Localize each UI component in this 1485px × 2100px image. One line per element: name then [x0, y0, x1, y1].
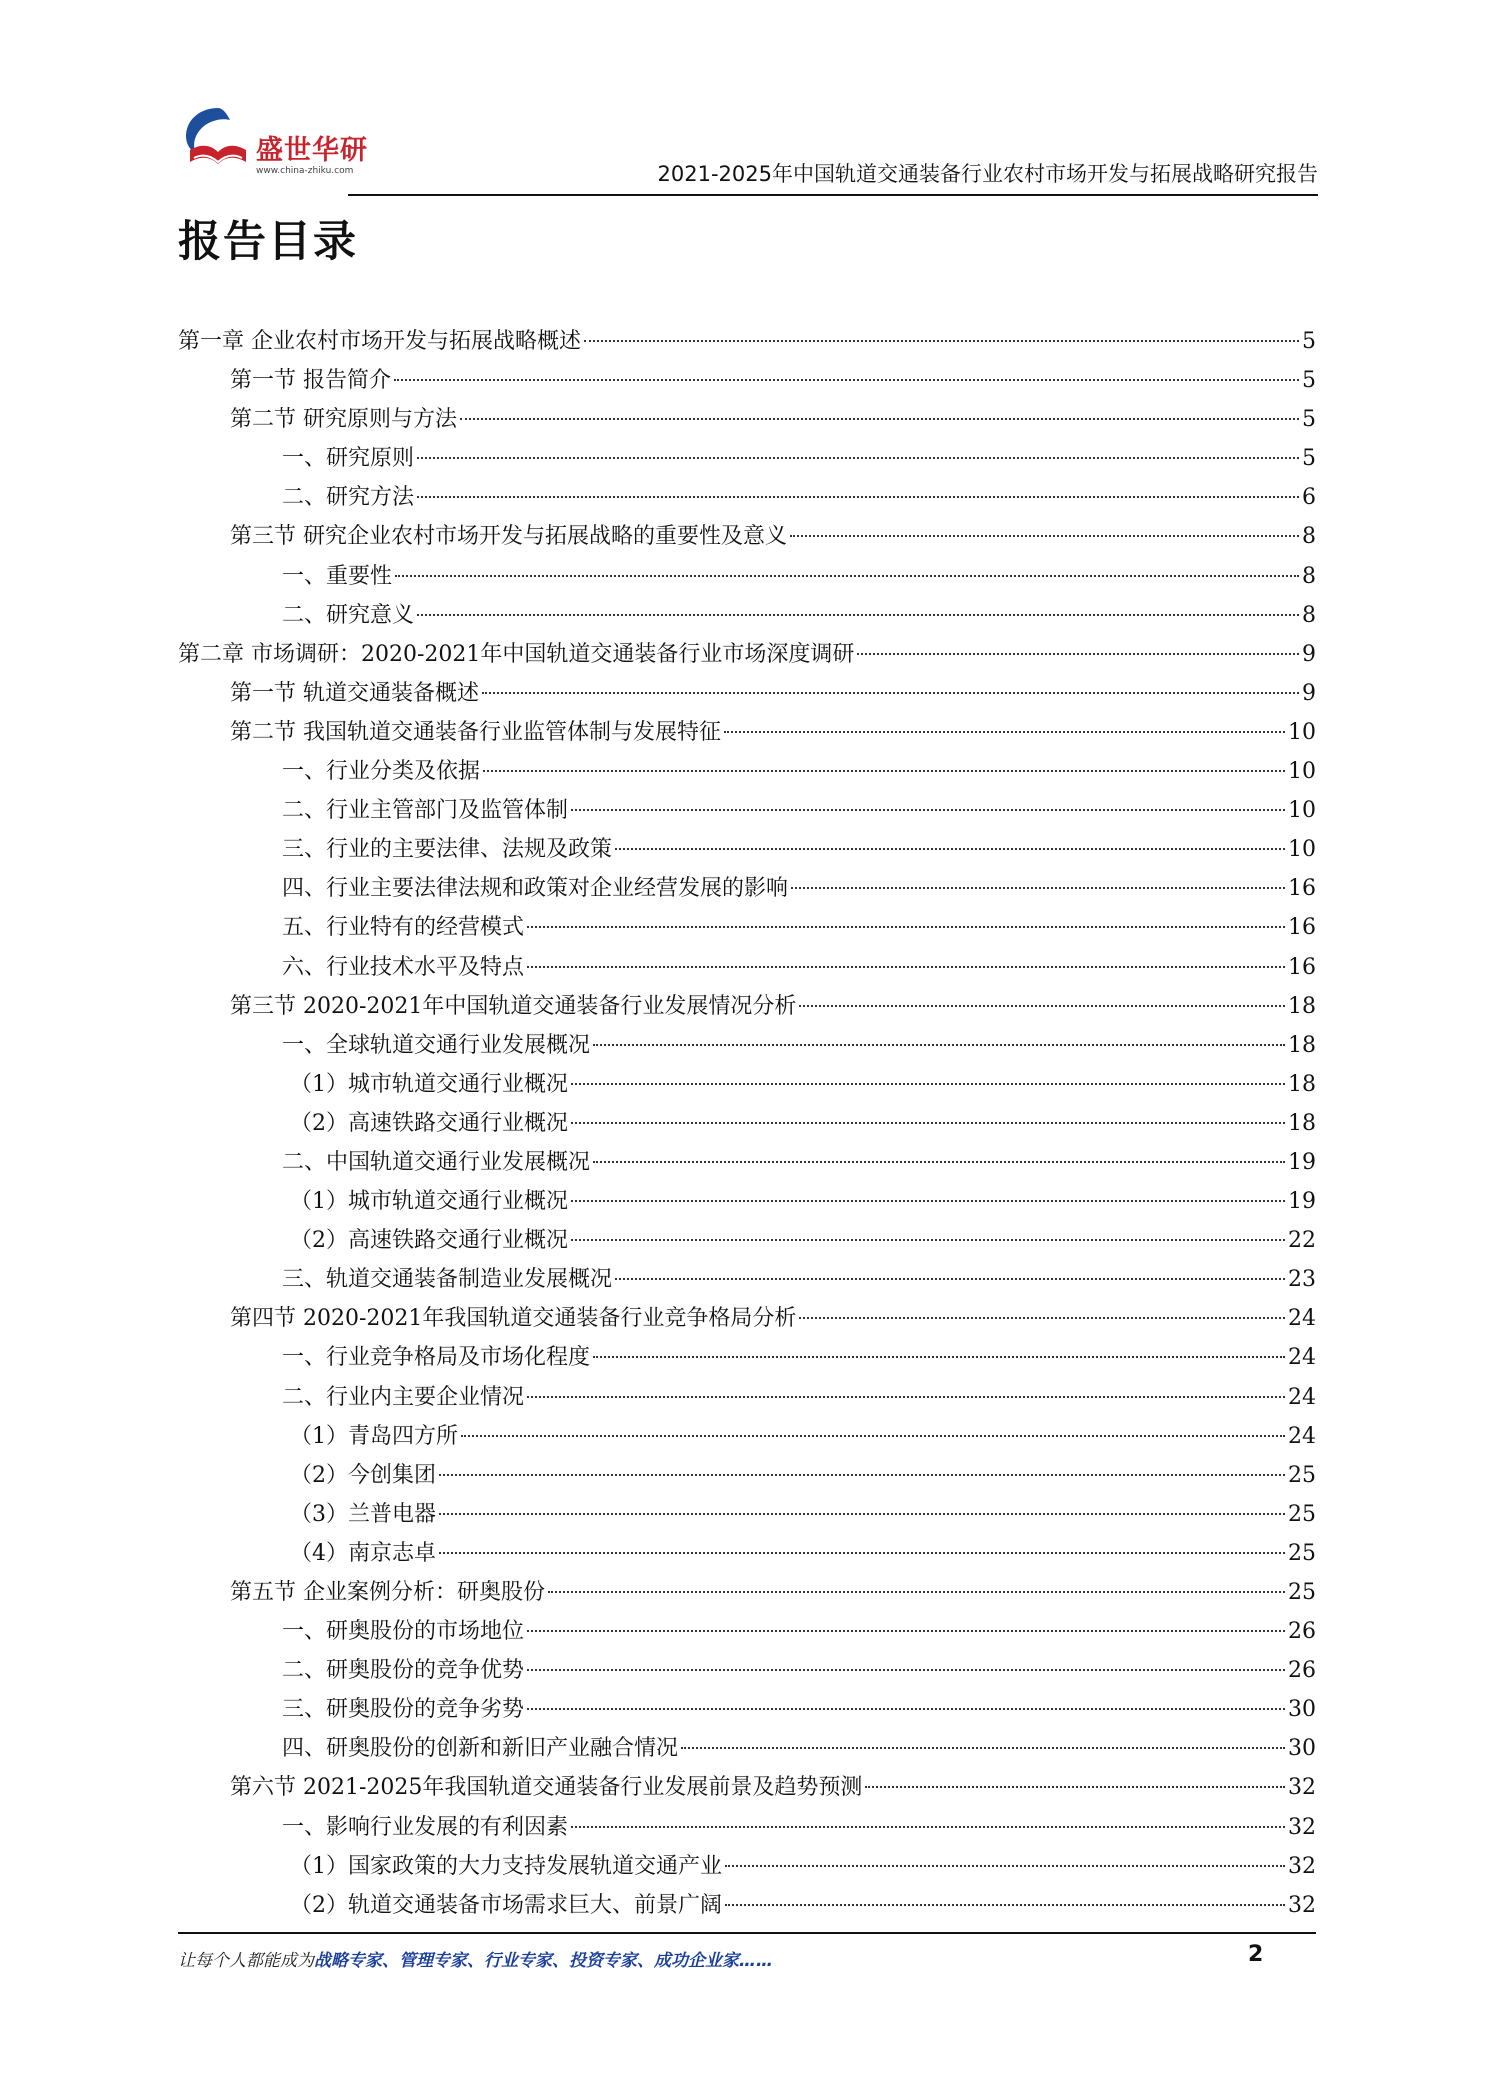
toc-entry-page: 24 — [1288, 1345, 1316, 1371]
toc-entry-label: 二、研究意义 — [282, 602, 415, 628]
toc-entry-page: 24 — [1288, 1423, 1316, 1449]
toc-entry-page: 16 — [1288, 876, 1316, 902]
toc-entry-page: 23 — [1288, 1267, 1316, 1293]
toc-entry-label: 二、研究方法 — [282, 485, 415, 511]
toc-entry-label: 四、研奥股份的创新和新旧产业融合情况 — [282, 1736, 679, 1762]
toc-entry[interactable] — [178, 1299, 1316, 1338]
toc-entry-label: 三、轨道交通装备制造业发展概况 — [282, 1267, 613, 1293]
toc-dot-leader — [799, 1005, 1285, 1007]
toc-entry[interactable] — [178, 478, 1316, 517]
toc-entry-label: 四、行业主要法律法规和政策对企业经营发展的影响 — [282, 876, 789, 902]
toc-dot-leader — [790, 535, 1299, 537]
toc-dot-leader — [571, 1239, 1285, 1241]
logo-name: 盛世华研 — [256, 135, 368, 166]
toc-entry-page: 32 — [1288, 1814, 1316, 1840]
header-divider — [348, 194, 1318, 196]
toc-entry-page: 24 — [1288, 1384, 1316, 1410]
toc-dot-leader — [527, 1669, 1285, 1671]
toc-dot-leader — [527, 1630, 1285, 1632]
toc-entry-page: 25 — [1288, 1462, 1316, 1488]
toc-dot-leader — [571, 1826, 1285, 1828]
toc-entry-page: 22 — [1288, 1228, 1316, 1254]
toc-dot-leader — [593, 1161, 1285, 1163]
toc-dot-leader — [615, 1278, 1285, 1280]
toc-entry[interactable] — [178, 1651, 1316, 1690]
toc-entry[interactable] — [178, 1143, 1316, 1182]
toc-entry-page: 25 — [1288, 1580, 1316, 1605]
toc-entry[interactable] — [178, 1729, 1316, 1768]
toc-dot-leader — [584, 340, 1299, 342]
toc-entry[interactable] — [178, 1768, 1316, 1807]
toc-dot-leader — [460, 418, 1299, 420]
toc-entry-label: 一、研奥股份的市场地位 — [282, 1619, 525, 1645]
toc-entry-label: （1）城市轨道交通行业概况 — [290, 1189, 568, 1215]
toc-entry-page: 18 — [1288, 993, 1316, 1019]
toc-entry-page: 8 — [1302, 602, 1316, 628]
logo-url: www.china-zhiku.com — [256, 166, 354, 176]
toc-entry-label: （1）青岛四方所 — [290, 1423, 458, 1449]
toc-dot-leader — [571, 1200, 1285, 1202]
toc-dot-leader — [725, 1865, 1285, 1867]
toc-dot-leader — [865, 1786, 1285, 1788]
toc-entry-page: 25 — [1288, 1501, 1316, 1527]
toc-entry-label: （2）高速铁路交通行业概况 — [290, 1110, 568, 1136]
toc-dot-leader — [527, 926, 1285, 928]
toc-entry[interactable] — [178, 517, 1316, 556]
toc-entry[interactable] — [178, 1808, 1316, 1847]
toc-entry-label: 第三节 2020-2021年中国轨道交通装备行业发展情况分析 — [230, 993, 797, 1019]
toc-entry-label: （4）南京志卓 — [290, 1540, 436, 1566]
toc-entry-label: 第一章 企业农村市场开发与拓展战略概述 — [178, 329, 581, 354]
toc-dot-leader — [417, 457, 1299, 459]
toc-entry-page: 5 — [1302, 407, 1316, 433]
toc-entry[interactable] — [178, 987, 1316, 1026]
toc-dot-leader — [571, 1122, 1285, 1124]
toc-entry-label: 第五节 企业案例分析：研奥股份 — [230, 1580, 545, 1605]
toc-dot-leader — [593, 1044, 1285, 1046]
toc-entry[interactable] — [178, 830, 1316, 869]
toc-entry-label: 六、行业技术水平及特点 — [282, 954, 525, 980]
toc-entry-page: 10 — [1288, 798, 1316, 824]
toc-dot-leader — [791, 887, 1285, 889]
toc-entry-label: 一、全球轨道交通行业发展概况 — [282, 1032, 591, 1058]
toc-dot-leader — [725, 1904, 1285, 1906]
toc-entry-page: 18 — [1288, 1032, 1316, 1058]
toc-entry-page: 19 — [1288, 1149, 1316, 1175]
toc-entry-label: 二、行业内主要企业情况 — [282, 1384, 525, 1410]
report-title: 2021-2025年中国轨道交通装备行业农村市场开发与拓展战略研究报告 — [657, 162, 1318, 186]
toc-entry[interactable] — [178, 1573, 1316, 1612]
footer-divider — [178, 1932, 1316, 1934]
toc-entry-page: 16 — [1288, 954, 1316, 980]
toc-entry-page: 8 — [1302, 563, 1316, 589]
toc-entry[interactable] — [178, 713, 1316, 752]
toc-entry-label: （3）兰普电器 — [290, 1501, 436, 1527]
toc-entry[interactable] — [178, 596, 1316, 635]
toc-entry-page: 26 — [1288, 1619, 1316, 1645]
toc-entry[interactable] — [178, 1847, 1316, 1886]
toc-entry[interactable] — [178, 791, 1316, 830]
page-number: 2 — [1248, 1942, 1264, 1967]
toc-entry[interactable] — [178, 1065, 1316, 1104]
toc-entry[interactable] — [178, 557, 1316, 596]
toc-entry-label: 二、行业主管部门及监管体制 — [282, 798, 569, 824]
toc-dot-leader — [417, 614, 1299, 616]
toc-entry[interactable] — [178, 752, 1316, 791]
toc-entry-page: 32 — [1288, 1853, 1316, 1879]
toc-entry-page: 8 — [1302, 524, 1316, 550]
toc-entry[interactable] — [178, 1417, 1316, 1456]
company-logo — [178, 100, 388, 180]
toc-entry-page: 32 — [1288, 1892, 1316, 1918]
table-of-contents — [178, 322, 1316, 1925]
toc-entry[interactable] — [178, 1612, 1316, 1651]
toc-entry[interactable] — [178, 869, 1316, 908]
toc-entry[interactable] — [178, 635, 1316, 674]
toc-entry[interactable] — [178, 1338, 1316, 1377]
toc-entry-label: 一、行业竞争格局及市场化程度 — [282, 1345, 591, 1371]
toc-entry-label: 第一节 报告简介 — [230, 368, 391, 394]
toc-entry-label: （1）国家政策的大力支持发展轨道交通产业 — [290, 1853, 722, 1879]
toc-dot-leader — [527, 966, 1285, 968]
toc-entry[interactable] — [178, 948, 1316, 987]
toc-dot-leader — [417, 496, 1299, 498]
toc-dot-leader — [571, 809, 1285, 811]
toc-dot-leader — [461, 1435, 1285, 1437]
toc-dot-leader — [395, 575, 1299, 577]
toc-entry[interactable] — [178, 1495, 1316, 1534]
page-header — [178, 100, 1318, 196]
toc-entry-label: 一、行业分类及依据 — [282, 759, 481, 785]
toc-entry[interactable] — [178, 322, 1316, 361]
toc-entry-page: 5 — [1302, 446, 1316, 472]
footer-slogan — [178, 1946, 773, 1971]
toc-entry[interactable] — [178, 1104, 1316, 1143]
toc-dot-leader — [857, 653, 1299, 655]
toc-dot-leader — [593, 1356, 1285, 1358]
toc-entry-label: （1）城市轨道交通行业概况 — [290, 1071, 568, 1097]
toc-dot-leader — [548, 1591, 1285, 1593]
toc-entry-label: 二、中国轨道交通行业发展概况 — [282, 1149, 591, 1175]
toc-entry-label: 第六节 2021-2025年我国轨道交通装备行业发展前景及趋势预测 — [230, 1775, 863, 1801]
toc-entry[interactable] — [178, 400, 1316, 439]
toc-dot-leader — [799, 1317, 1285, 1319]
toc-entry-label: 第四节 2020-2021年我国轨道交通装备行业竞争格局分析 — [230, 1306, 797, 1332]
footer-slogan-prefix: 让每个人都能成为 — [178, 1951, 314, 1971]
toc-entry-label: 一、研究原则 — [282, 446, 415, 472]
toc-entry-page: 5 — [1302, 368, 1316, 394]
toc-entry[interactable] — [178, 1182, 1316, 1221]
toc-dot-leader — [439, 1513, 1285, 1515]
toc-entry-label: 第二节 我国轨道交通装备行业监管体制与发展特征 — [230, 719, 721, 745]
logo-book-icon — [178, 100, 258, 180]
toc-entry-page: 26 — [1288, 1658, 1316, 1684]
toc-entry-label: （2）今创集团 — [290, 1462, 436, 1488]
toc-entry-page: 32 — [1288, 1775, 1316, 1801]
toc-dot-leader — [439, 1552, 1285, 1554]
toc-dot-leader — [571, 1083, 1285, 1085]
toc-entry-label: （2）高速铁路交通行业概况 — [290, 1228, 568, 1254]
toc-entry-label: 第二节 研究原则与方法 — [230, 407, 457, 433]
toc-entry-label: 第三节 研究企业农村市场开发与拓展战略的重要性及意义 — [230, 524, 787, 550]
toc-entry-page: 9 — [1302, 680, 1316, 706]
toc-entry-label: 第二章 市场调研：2020-2021年中国轨道交通装备行业市场深度调研 — [178, 641, 855, 667]
toc-entry[interactable] — [178, 1221, 1316, 1260]
toc-entry-page: 10 — [1288, 837, 1316, 863]
toc-entry[interactable] — [178, 1690, 1316, 1729]
toc-entry-page: 10 — [1288, 759, 1316, 785]
toc-entry-label: 一、重要性 — [282, 563, 393, 589]
toc-entry-page: 19 — [1288, 1189, 1316, 1215]
toc-entry-label: 三、行业的主要法律、法规及政策 — [282, 837, 613, 863]
toc-entry-page: 30 — [1288, 1697, 1316, 1723]
page-title: 报告目录 — [178, 217, 358, 267]
toc-entry[interactable] — [178, 361, 1316, 400]
toc-entry[interactable] — [178, 1534, 1316, 1573]
toc-entry-page: 10 — [1288, 719, 1316, 745]
toc-entry-label: 一、影响行业发展的有利因素 — [282, 1814, 569, 1840]
toc-entry-label: （2）轨道交通装备市场需求巨大、前景广阔 — [290, 1892, 722, 1918]
toc-dot-leader — [527, 1396, 1285, 1398]
toc-entry[interactable] — [178, 1378, 1316, 1417]
toc-entry[interactable] — [178, 674, 1316, 713]
toc-entry-page: 18 — [1288, 1110, 1316, 1136]
toc-entry-label: 三、研奥股份的竞争劣势 — [282, 1697, 525, 1723]
toc-entry[interactable] — [178, 1886, 1316, 1925]
toc-dot-leader — [681, 1747, 1285, 1749]
toc-entry-page: 6 — [1302, 485, 1316, 511]
toc-entry-page: 24 — [1288, 1306, 1316, 1332]
toc-entry[interactable] — [178, 1260, 1316, 1299]
toc-entry-page: 18 — [1288, 1071, 1316, 1097]
toc-dot-leader — [615, 848, 1285, 850]
toc-entry-label: 五、行业特有的经营模式 — [282, 915, 525, 941]
toc-entry-page: 16 — [1288, 915, 1316, 941]
toc-dot-leader — [482, 692, 1299, 694]
toc-entry-label: 二、研奥股份的竞争优势 — [282, 1658, 525, 1684]
toc-dot-leader — [527, 1708, 1285, 1710]
footer-slogan-emphasis: 战略专家、管理专家、行业专家、投资专家、成功企业家…… — [314, 1951, 773, 1971]
toc-entry[interactable] — [178, 1026, 1316, 1065]
toc-entry-page: 9 — [1302, 641, 1316, 667]
toc-dot-leader — [439, 1474, 1285, 1476]
toc-entry[interactable] — [178, 1456, 1316, 1495]
toc-entry[interactable] — [178, 439, 1316, 478]
toc-entry[interactable] — [178, 908, 1316, 947]
toc-entry-page: 30 — [1288, 1736, 1316, 1762]
toc-dot-leader — [724, 731, 1285, 733]
toc-entry-page: 5 — [1302, 329, 1316, 354]
toc-dot-leader — [394, 379, 1299, 381]
toc-entry-label: 第一节 轨道交通装备概述 — [230, 680, 479, 706]
toc-entry-page: 25 — [1288, 1540, 1316, 1566]
toc-dot-leader — [483, 770, 1285, 772]
